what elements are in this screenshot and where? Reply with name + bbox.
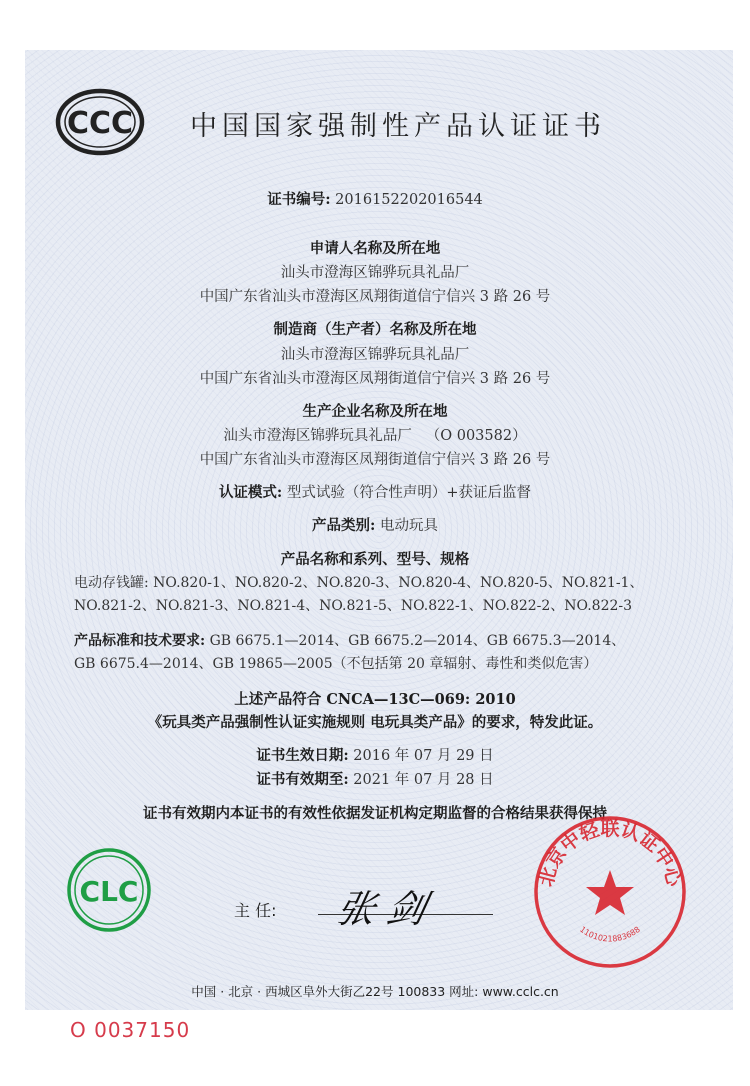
svg-text:CCC: CCC xyxy=(66,106,134,141)
factory-name xyxy=(0,424,750,445)
svg-text:1101021883688: 1101021883688 xyxy=(578,924,642,944)
cert-mode-label: 认证模式: xyxy=(218,484,283,501)
conformity-line-2: 《玩具类产品强制性认证实施规则 电玩具类产品》的要求，特发此证。 xyxy=(147,714,603,731)
serial-number: O 0037150 xyxy=(70,1018,191,1042)
cert-number-label: 证书编号: xyxy=(267,191,331,208)
ccc-logo-icon xyxy=(55,88,145,156)
page-title: 中国国家强制性产品认证证书 xyxy=(190,111,606,142)
standards-line-1 xyxy=(74,630,750,650)
standards-label: 产品标准和技术要求: xyxy=(74,633,206,649)
product-category-value: 电动玩具 xyxy=(379,518,438,534)
issue-date-value: 2016 年 07 月 29 日 xyxy=(353,748,494,764)
manufacturer-address: 中国广东省汕头市澄海区凤翔街道信宁信兴 3 路 26 号 xyxy=(199,371,551,387)
products-line-1: 电动存钱罐: NO.820-1、NO.820-2、NO.820-3、NO.820-4、NO.820-5、NO.821-1、 xyxy=(74,575,644,591)
director-label: 主 任: xyxy=(234,901,277,920)
director-signature: 张 剑 xyxy=(332,887,431,931)
products-label: 产品名称和系列、型号、规格 xyxy=(280,551,470,568)
cert-mode-value: 型式试验（符合性声明）+获证后监督 xyxy=(286,485,532,501)
clc-logo-icon xyxy=(66,847,152,933)
standards-line-2: GB 6675.4—2014、GB 19865—2005（不包括第 20 章辐射、毒性和类似危害） xyxy=(74,656,598,672)
expire-date-value: 2021 年 07 月 28 日 xyxy=(353,772,494,788)
issue-date-label: 证书生效日期: xyxy=(256,747,349,764)
factory-code: （O 003582） xyxy=(425,428,527,444)
expire-date xyxy=(0,768,750,789)
svg-text:CLC: CLC xyxy=(79,875,139,908)
cert-number xyxy=(0,188,750,209)
expire-date-label: 证书有效期至: xyxy=(256,771,349,788)
manufacturer-name: 汕头市澄海区锦骅玩具礼品厂 xyxy=(280,347,470,363)
svg-text:北京中轻联认证中心: 北京中轻联认证中心 xyxy=(535,817,685,889)
product-category xyxy=(0,514,750,535)
footer-address: 中国 · 北京 · 西城区阜外大街乙22号 100833 网址: www.cclc.cn xyxy=(191,984,559,999)
issue-date xyxy=(0,744,750,765)
applicant-address: 中国广东省汕头市澄海区凤翔街道信宁信兴 3 路 26 号 xyxy=(199,289,551,305)
manufacturer-label: 制造商（生产者）名称及所在地 xyxy=(273,321,477,338)
cert-mode xyxy=(0,481,750,502)
validity-note: 证书有效期内本证书的有效性依据发证机构定期监督的合格结果获得保持 xyxy=(143,805,607,822)
official-seal-icon xyxy=(530,812,690,972)
factory-name-text: 汕头市澄海区锦骅玩具礼品厂 xyxy=(223,428,412,444)
standards-line-1-text: GB 6675.1—2014、GB 6675.2—2014、GB 6675.3—2014、 xyxy=(205,633,626,649)
applicant-name: 汕头市澄海区锦骅玩具礼品厂 xyxy=(280,265,470,281)
products-line-2: NO.821-2、NO.821-3、NO.821-4、NO.821-5、NO.822-1、NO.822-2、NO.822-3 xyxy=(74,598,633,614)
factory-address: 中国广东省汕头市澄海区凤翔街道信宁信兴 3 路 26 号 xyxy=(199,452,551,468)
cert-number-value: 2016152202016544 xyxy=(335,192,483,208)
product-category-label: 产品类别: xyxy=(312,517,376,534)
applicant-label: 申请人名称及所在地 xyxy=(309,240,441,257)
conformity-line-1: 上述产品符合 CNCA—13C—069: 2010 xyxy=(234,691,516,708)
factory-label: 生产企业名称及所在地 xyxy=(302,403,448,420)
